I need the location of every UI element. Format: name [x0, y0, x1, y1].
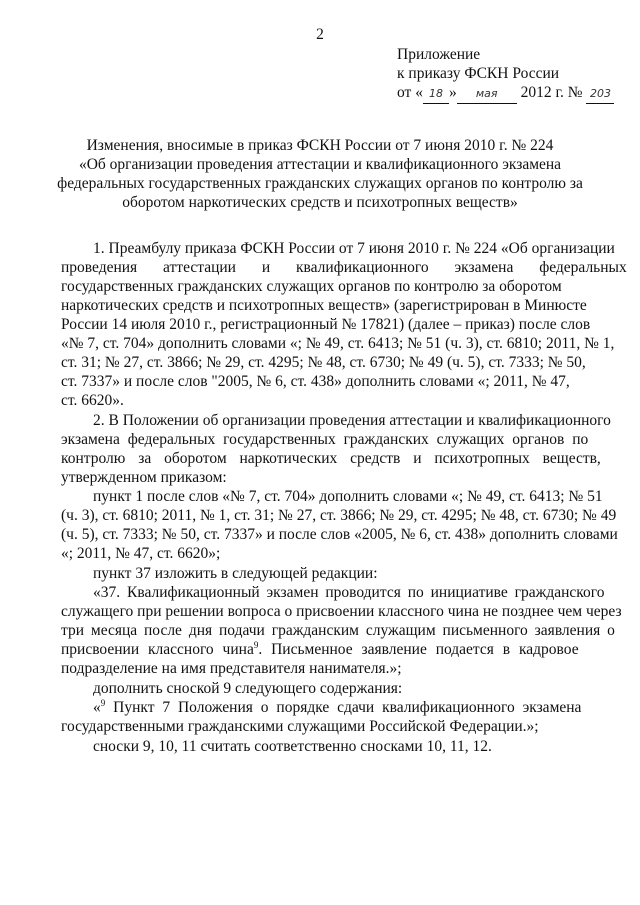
paragraph-4: пункт 37 изложить в следующей редакции:: [93, 565, 378, 582]
text-line: «№ 7, ст. 704» дополнить словами «; № 49, ст. 6413; № 51 (ч. 3), ст. 6810; 2011, № 1,: [61, 335, 615, 352]
text-line: «37. Квалификационный экзамен проводится по инициативе гражданского: [93, 584, 605, 601]
text-line: государственными гражданскими служащими Российской Федерации.»;: [61, 718, 539, 735]
text-line: служащего при решении вопроса о присвоении классного чина не позднее чем через: [61, 603, 622, 620]
text-line: 2. В Положении об организации проведения аттестации и квалификационного: [93, 412, 611, 429]
footnote-ref: 9: [253, 639, 259, 650]
text-line: 1. Преамбулу приказа ФСКН России от 7 июня 2010 г. № 224 «Об организации: [93, 240, 615, 257]
date-mid: »: [448, 84, 457, 101]
text-line: проведения аттестации и квалификационного экзамена федеральных: [61, 259, 627, 276]
handwritten-number: 203: [589, 87, 611, 100]
text-line: ст. 31; № 27, ст. 3866; № 29, ст. 4295; № 48, ст. 6730; № 49 (ч. 5), ст. 7333; № 50,: [61, 354, 586, 371]
date-suffix: 2012 г. №: [520, 84, 583, 101]
text-line: «$^9$ Пункт 7 Положения о порядке сдачи квалификационного экзамена: [93, 697, 582, 716]
appendix-order-ref: к приказу ФСКН России: [397, 65, 560, 82]
text-line: ст. 7337» и после слов "2005, № 6, ст. 438» дополнить словами «; 2011, № 47,: [61, 373, 570, 390]
text-line: (ч. 5), ст. 7333; № 50, ст. 7337» и после слов «2005, № 6, ст. 438» дополнить словами: [61, 526, 618, 543]
title-line-1: Изменения, вносимые в приказ ФСКН России от 7 июня 2010 г. № 224: [86, 137, 554, 154]
text-line: наркотических средств и психотропных веществ» (зарегистрирован в Минюсте: [61, 297, 587, 314]
date-prefix: от «: [397, 84, 423, 101]
text-line: «; 2011, № 47, ст. 6620»;: [61, 545, 221, 562]
handwritten-day: 18: [428, 87, 443, 100]
text-line: подразделение на имя представителя нанимателя.»;: [61, 660, 402, 677]
text-line: контролю за оборотом наркотических средств и психотропных веществ,: [61, 450, 601, 467]
text-line: ст. 6620».: [61, 392, 124, 409]
paragraph-8: сноски 9, 10, 11 считать соответственно сносками 10, 11, 12.: [93, 738, 492, 755]
title-line-4: оборотом наркотических средств и психотропных веществ»: [122, 194, 518, 211]
text-line: экзамена федеральных государственных гражданских служащих органов по: [61, 431, 589, 448]
handwritten-month: мая: [475, 87, 498, 100]
text-line: утвержденном приказом:: [61, 469, 227, 486]
appendix-title: Приложение: [397, 46, 481, 63]
text-line: присвоении классного чина$^9$. Письменное заявление подается в кадровое: [61, 639, 579, 658]
text-line: пункт 1 после слов «№ 7, ст. 704» дополнить словами «; № 49, ст. 6413; № 51: [93, 488, 603, 505]
footnote-mark: 9: [100, 697, 106, 708]
text-line: три месяца после дня подачи гражданским служащим письменного заявления о: [61, 622, 615, 639]
text-line: России 14 июля 2010 г., регистрационный № 17821) (далее – приказ) после слов: [61, 316, 591, 333]
title-line-2: «Об организации проведения аттестации и квалификационного экзамена: [78, 156, 562, 173]
text-line: государственных гражданских служащих органов по контролю за оборотом: [61, 278, 562, 295]
page-number: 2: [316, 26, 324, 43]
paragraph-6: дополнить сноской 9 следующего содержания:: [93, 680, 403, 697]
text-line: (ч. 3), ст. 6810; 2011, № 1, ст. 31; № 27, ст. 3866; № 29, ст. 4295; № 48, ст. 6730; № 49: [61, 507, 617, 524]
appendix-date-line: [397, 84, 614, 104]
title-line-3: федеральных государственных гражданских служащих органов по контролю за: [57, 175, 583, 192]
